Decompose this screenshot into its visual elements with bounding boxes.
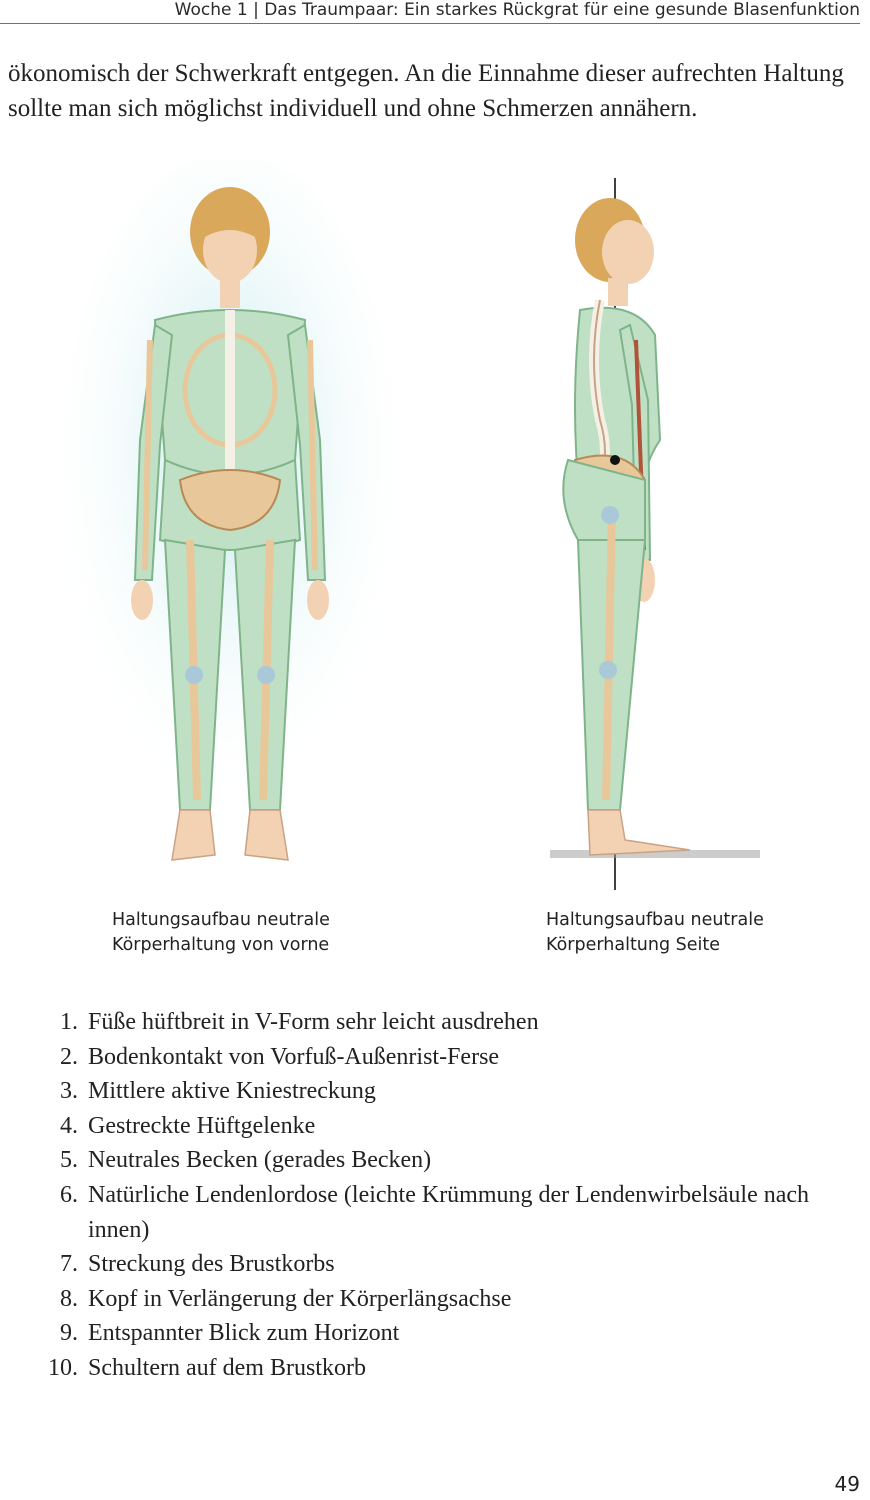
list-item [0,1282,860,1317]
item-number: 8. [60,1285,78,1312]
caption-line: Haltungsaufbau neutrale [546,910,764,930]
item-number: 2. [60,1043,78,1070]
item-number: 7. [60,1251,78,1278]
list-item [0,1143,860,1178]
item-number: 6. [60,1181,78,1208]
list-item [0,1074,860,1109]
caption-line: Körperhaltung Seite [546,935,721,955]
item-text: Füße hüftbreit in V-Form sehr leicht ausdrehen [88,1009,539,1035]
intro-paragraph: ökonomisch der Schwerkraft entgegen. An die Einnahme dieser aufrechten Haltung sollte man sich möglichst individuell und ohne Schmerzen annähern. [8,60,844,122]
list-item [0,1316,860,1351]
item-text: Neutrales Becken (gerades Becken) [88,1147,432,1174]
figure-caption-side [546,908,764,958]
front-posture-illustration [60,160,460,890]
side-posture-illustration [460,160,860,890]
list-item [0,1109,860,1144]
item-text: Mittlere aktive Kniestreckung [88,1078,376,1105]
item-number: 5. [60,1147,78,1174]
figure-side-view [460,160,860,890]
header-rule [0,23,860,24]
item-number: 4. [60,1112,78,1139]
list-item [0,1247,860,1282]
page-number: 49 [834,1472,860,1496]
posture-steps-list [0,1005,860,1386]
list-item [0,1178,860,1247]
figure-caption-front [112,908,330,958]
item-text: Natürliche Lendenlordose (leichte Krümmung der Lendenwirbelsäule nach innen) [88,1181,810,1243]
item-number: 1. [60,1009,78,1035]
item-text: Entspannter Blick zum Horizont [88,1320,400,1347]
item-text: Schultern auf dem Brustkorb [88,1354,366,1381]
caption-line: Körperhaltung von vorne [112,935,330,955]
item-number: 10. [48,1354,78,1381]
list-item [0,1040,860,1075]
item-text: Kopf in Verlängerung der Körperlängsachse [88,1285,512,1312]
figure-front-view [60,160,460,890]
item-number: 9. [60,1320,78,1347]
item-number: 3. [60,1078,78,1105]
running-header: Woche 1 | Das Traumpaar: Ein starkes Rückgrat für eine gesunde Blasenfunktion [174,0,860,20]
caption-line: Haltungsaufbau neutrale [112,910,330,930]
list-item [0,1351,860,1386]
list-item [0,1005,860,1040]
item-text: Bodenkontakt von Vorfuß-Außenrist-Ferse [88,1043,500,1070]
item-text: Streckung des Brustkorbs [88,1251,335,1278]
item-text: Gestreckte Hüftgelenke [88,1112,316,1139]
